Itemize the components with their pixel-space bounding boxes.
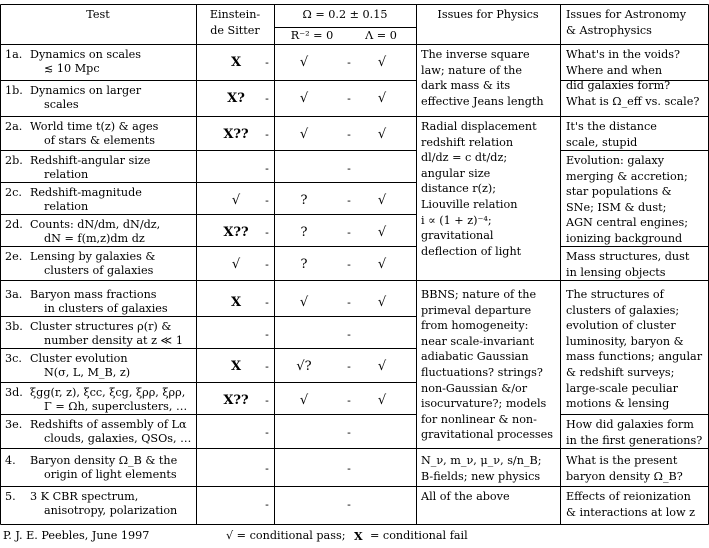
astro-line: scale, stupid	[566, 135, 638, 149]
row-lambda-mark: √	[377, 55, 387, 70]
footer-pass: √ = conditional pass;	[226, 529, 346, 542]
row-number: 1a.	[5, 48, 23, 61]
row-einstein-mark: √	[231, 257, 241, 272]
row-number: 3e.	[5, 418, 23, 431]
row-dash-2: -	[347, 162, 351, 175]
header-lambda: Λ = 0	[365, 29, 397, 42]
row-number: 4.	[5, 454, 16, 467]
physics-line: BBNS; nature of the	[421, 288, 537, 301]
row-number: 3c.	[5, 352, 22, 365]
row-dash-1: -	[265, 128, 269, 141]
row-rm2-mark: √	[299, 91, 309, 106]
astro-line: How did galaxies form	[566, 418, 694, 431]
row-number: 2e.	[5, 250, 23, 263]
astro-line: star populations &	[566, 185, 672, 199]
physics-line: dark mass & its	[421, 79, 511, 93]
row-lambda-mark: √	[377, 393, 387, 408]
row-test-line: 3 K CBR spectrum,	[30, 490, 139, 503]
row-number: 2b.	[5, 154, 23, 167]
astro-line: & redshift surveys;	[566, 366, 675, 379]
physics-line: primeval departure	[421, 303, 532, 317]
astro-line: mass functions; angular	[566, 350, 703, 364]
row-dash-1: -	[265, 226, 269, 239]
astro-line: in the first generations?	[566, 433, 703, 447]
row-number: 2c.	[5, 186, 22, 199]
row-dash-2: -	[347, 296, 351, 309]
header-einstein-1: Einstein-	[209, 8, 261, 21]
row-lambda-mark: √	[377, 193, 387, 208]
physics-line: redshift relation	[421, 135, 514, 149]
header-omega: Ω = 0.2 ± 0.15	[302, 8, 388, 21]
row-dash-2: -	[347, 394, 351, 407]
astro-line: clusters of galaxies;	[566, 303, 680, 317]
row-test-line: Dynamics on scales	[30, 48, 142, 61]
row-lambda-mark: √	[377, 91, 387, 106]
astro-line: in lensing objects	[566, 265, 666, 279]
astro-line: baryon density Ω_B?	[566, 469, 683, 483]
row-einstein-mark: X??	[223, 393, 249, 408]
physics-line: All of the above	[421, 490, 510, 503]
row-test-line: Counts: dN/dm, dN/dz,	[30, 218, 161, 231]
row-test-line: N(σ, L, M_B, z)	[44, 366, 131, 379]
row-lambda-mark: √	[377, 225, 387, 240]
row-rm2-mark: √	[299, 393, 309, 408]
row-test-line: clouds, galaxies, QSOs, …	[44, 432, 192, 445]
astro-line: What is Ω_eff vs. scale?	[566, 94, 700, 108]
row-dash-1: -	[265, 360, 269, 373]
row-rm2-mark: √	[299, 127, 309, 142]
row-lambda-mark: √	[377, 359, 387, 374]
row-rm2-mark: √	[299, 295, 309, 310]
row-dash-2: -	[347, 498, 351, 511]
row-dash-1: -	[265, 328, 269, 341]
row-test-line: ≲ 10 Mpc	[44, 62, 100, 75]
astro-line: AGN central engines;	[566, 216, 689, 230]
row-rm2-mark: √	[299, 55, 309, 70]
row-dash-2: -	[347, 426, 351, 439]
row-einstein-mark: X??	[223, 127, 249, 142]
row-test-line: Redshift-angular size	[30, 154, 151, 167]
physics-line: dl/dz = c dt/dz;	[421, 151, 508, 165]
row-test-line: Cluster evolution	[30, 352, 128, 365]
physics-line: angular size	[421, 166, 491, 180]
row-dash-2: -	[347, 194, 351, 207]
row-einstein-mark: X	[230, 359, 242, 374]
physics-line: N_ν, m_ν, μ_ν, s/n_B;	[421, 454, 542, 467]
astro-line: evolution of cluster	[566, 319, 676, 333]
row-rm2-mark: ?	[300, 257, 308, 272]
astro-line: What's in the voids?	[566, 48, 680, 61]
physics-line: fluctuations? strings?	[421, 366, 543, 379]
astro-line: did galaxies form?	[566, 79, 671, 93]
row-number: 1b.	[5, 84, 23, 97]
row-test-line: of stars & elements	[44, 134, 155, 147]
row-dash-1: -	[265, 296, 269, 309]
row-lambda-mark: √	[377, 257, 387, 272]
row-test-line: scales	[44, 98, 79, 111]
physics-line: from homogeneity:	[421, 319, 529, 333]
physics-line: near scale-invariant	[421, 334, 535, 348]
row-number: 2a.	[5, 120, 23, 133]
astro-line: It's the distance	[566, 120, 657, 133]
physics-line: gravitational	[421, 229, 494, 243]
row-test-line: relation	[44, 200, 89, 213]
header-einstein-2: de Sitter	[210, 24, 260, 37]
row-test-line: Lensing by galaxies &	[30, 250, 156, 263]
row-lambda-mark: √	[377, 127, 387, 142]
row-dash-2: -	[347, 360, 351, 373]
row-lambda-mark: √	[377, 295, 387, 310]
physics-line: Liouville relation	[421, 198, 518, 211]
astro-line: motions & lensing	[566, 397, 670, 411]
row-rm2-mark: ?	[300, 193, 308, 208]
row-number: 5.	[5, 490, 16, 503]
physics-line: for nonlinear & non-	[421, 412, 537, 426]
physics-line: B-fields; new physics	[421, 469, 541, 483]
header-astro-2: & Astrophysics	[566, 24, 652, 37]
row-test-line: Dynamics on larger	[30, 84, 142, 97]
astro-line: SNe; ISM & dust;	[566, 200, 667, 214]
row-dash-1: -	[265, 498, 269, 511]
row-test-line: number density at z ≪ 1	[44, 334, 183, 347]
astro-line: ionizing background	[566, 232, 683, 245]
row-einstein-mark: X??	[223, 225, 249, 240]
astro-line: large-scale peculiar	[566, 381, 679, 395]
row-test-line: relation	[44, 168, 89, 181]
row-dash-1: -	[265, 56, 269, 69]
row-test-line: Baryon mass fractions	[30, 288, 157, 301]
row-test-line: Γ = Ωh, superclusters, …	[44, 400, 188, 413]
row-test-line: clusters of galaxies	[44, 264, 154, 277]
row-test-line: dN = f(m,z)dm dz	[44, 232, 145, 245]
row-test-line: origin of light elements	[44, 468, 177, 481]
physics-line: non-Gaussian &/or	[421, 381, 528, 395]
row-einstein-mark: X	[230, 295, 242, 310]
astro-line: Mass structures, dust	[566, 250, 690, 263]
row-dash-2: -	[347, 328, 351, 341]
row-dash-2: -	[347, 258, 351, 271]
row-einstein-mark: √	[231, 193, 241, 208]
row-test-line: in clusters of galaxies	[44, 302, 168, 315]
row-dash-2: -	[347, 92, 351, 105]
astro-line: & interactions at low z	[566, 505, 696, 519]
row-dash-2: -	[347, 56, 351, 69]
row-einstein-mark: X	[230, 55, 242, 70]
row-rm2-mark: √?	[296, 359, 312, 374]
astro-line: luminosity, baryon &	[566, 334, 684, 348]
row-test-line: ξgg(r, z), ξcc, ξcg, ξρρ, ξρρ,	[30, 386, 186, 399]
footer-author: P. J. E. Peebles, June 1997	[3, 529, 150, 542]
row-dash-1: -	[265, 258, 269, 271]
physics-line: deflection of light	[421, 244, 522, 258]
astro-line: Evolution: galaxy	[566, 154, 665, 167]
physics-line: distance r(z);	[421, 182, 497, 196]
row-dash-1: -	[265, 92, 269, 105]
astro-line: The structures of	[566, 288, 664, 301]
astro-line: Effects of reionization	[566, 490, 691, 503]
header-astro-1: Issues for Astronomy	[566, 8, 687, 21]
row-test-line: World time t(z) & ages	[30, 120, 159, 133]
row-test-line: Redshifts of assembly of Lα	[30, 418, 187, 431]
row-einstein-mark: X?	[227, 91, 245, 106]
row-dash-2: -	[347, 226, 351, 239]
header-test: Test	[86, 8, 110, 21]
row-number: 3b.	[5, 320, 23, 333]
row-dash-1: -	[265, 162, 269, 175]
row-dash-1: -	[265, 394, 269, 407]
row-test-line: Cluster structures ρ(r) &	[30, 320, 172, 333]
physics-line: law; nature of the	[421, 63, 523, 77]
row-rm2-mark: ?	[300, 225, 308, 240]
row-dash-2: -	[347, 128, 351, 141]
footer-fail: = conditional fail	[370, 529, 468, 542]
row-test-line: Redshift-magnitude	[30, 186, 142, 199]
physics-line: isocurvature?; models	[421, 397, 547, 411]
header-rm2: R⁻² = 0	[290, 29, 334, 42]
astro-line: Where and when	[566, 63, 663, 77]
row-test-line: Baryon density Ω_B & the	[30, 454, 178, 467]
astro-line: merging & accretion;	[566, 169, 688, 183]
row-number: 2d.	[5, 218, 23, 231]
physics-line: adiabatic Gaussian	[421, 350, 529, 364]
row-dash-1: -	[265, 462, 269, 475]
physics-line: gravitational processes	[421, 428, 554, 442]
physics-line: Radial displacement	[421, 120, 537, 133]
physics-line: i ∝ (1 + z)⁻⁴;	[421, 213, 492, 227]
row-dash-1: -	[265, 426, 269, 439]
row-number: 3d.	[5, 386, 23, 399]
footer-fail-mark: X	[354, 529, 363, 543]
astro-line: What is the present	[566, 454, 678, 467]
row-number: 3a.	[5, 288, 23, 301]
physics-line: effective Jeans length	[421, 94, 544, 108]
header-physics: Issues for Physics	[437, 8, 539, 21]
row-test-line: anisotropy, polarization	[44, 504, 178, 517]
row-dash-1: -	[265, 194, 269, 207]
row-dash-2: -	[347, 462, 351, 475]
physics-line: The inverse square	[421, 48, 530, 61]
